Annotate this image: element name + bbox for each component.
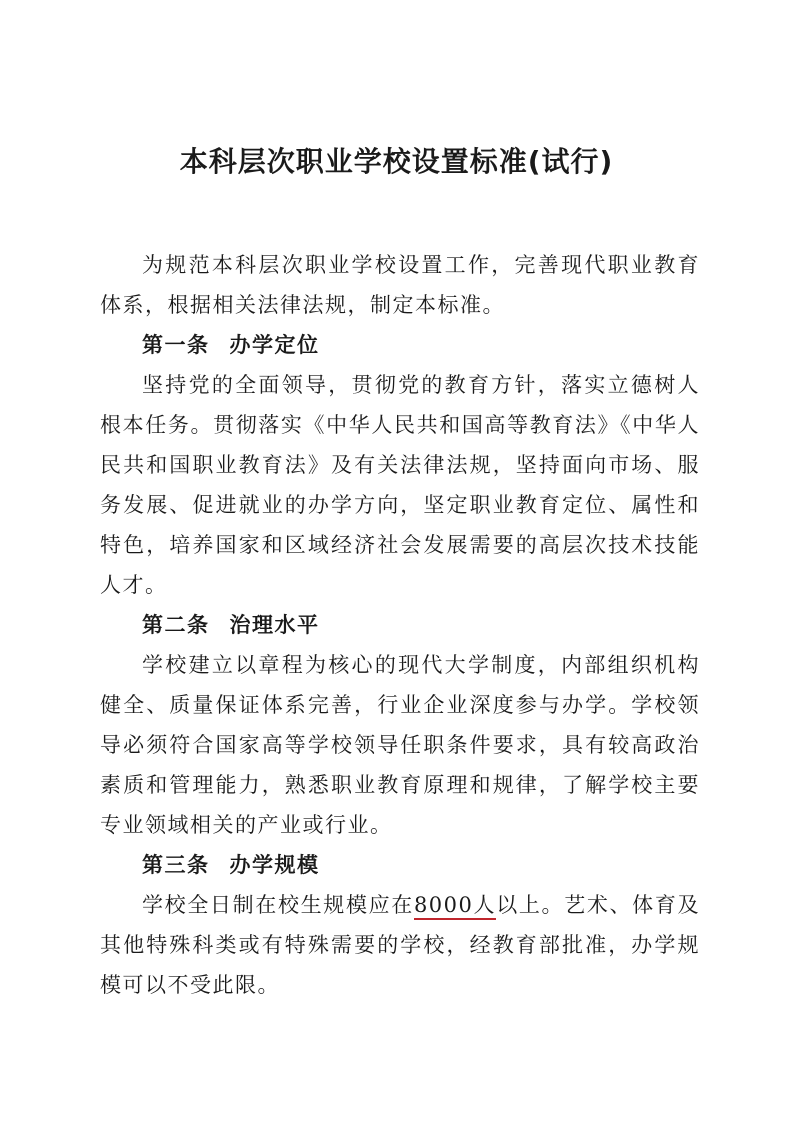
article-2-body: 学校建立以章程为核心的现代大学制度，内部组织机构健全、质量保证体系完善，行业企业深度参与办学。学校领导必须符合国家高等学校领导任职条件要求，具有较高政治素质和管理能力，熟悉职业教育原理和规律，了解学校主要专业领域相关的产业或行业。 <box>100 653 700 837</box>
article-3-number: 第三条 <box>142 853 210 877</box>
document-body <box>100 245 700 1005</box>
article-3-title: 办学规模 <box>229 853 320 877</box>
article-3-body <box>100 885 700 1005</box>
article-1-number: 第一条 <box>142 333 210 357</box>
intro-paragraph: 为规范本科层次职业学校设置工作，完善现代职业教育体系，根据相关法律法规，制定本标准。 <box>100 253 700 317</box>
article-3-body-start: 学校全日制在校生规模应在 <box>142 893 414 917</box>
article-2-number: 第二条 <box>142 613 210 637</box>
article-3-heading <box>100 845 700 885</box>
article-1-heading <box>100 325 700 365</box>
enrollment-highlight: 8000人 <box>414 893 496 920</box>
article-1-body: 坚持党的全面领导，贯彻党的教育方针，落实立德树人根本任务。贯彻落实《中华人民共和国高等教育法》《中华人民共和国职业教育法》及有关法律法规，坚持面向市场、服务发展、促进就业的办学方向，坚定职业教育定位、属性和特色，培养国家和区域经济社会发展需要的高层次技术技能人才。 <box>100 373 700 597</box>
document-title: 本科层次职业学校设置标准(试行) <box>179 145 614 178</box>
article-2-heading <box>100 605 700 645</box>
article-3-body-end: 以上。艺术、体育及其他特殊科类或有特殊需要的学校，经教育部批准，办学规模可以不受此限。 <box>100 893 701 997</box>
article-2-title: 治理水平 <box>229 613 320 637</box>
article-1-title: 办学定位 <box>229 333 320 357</box>
